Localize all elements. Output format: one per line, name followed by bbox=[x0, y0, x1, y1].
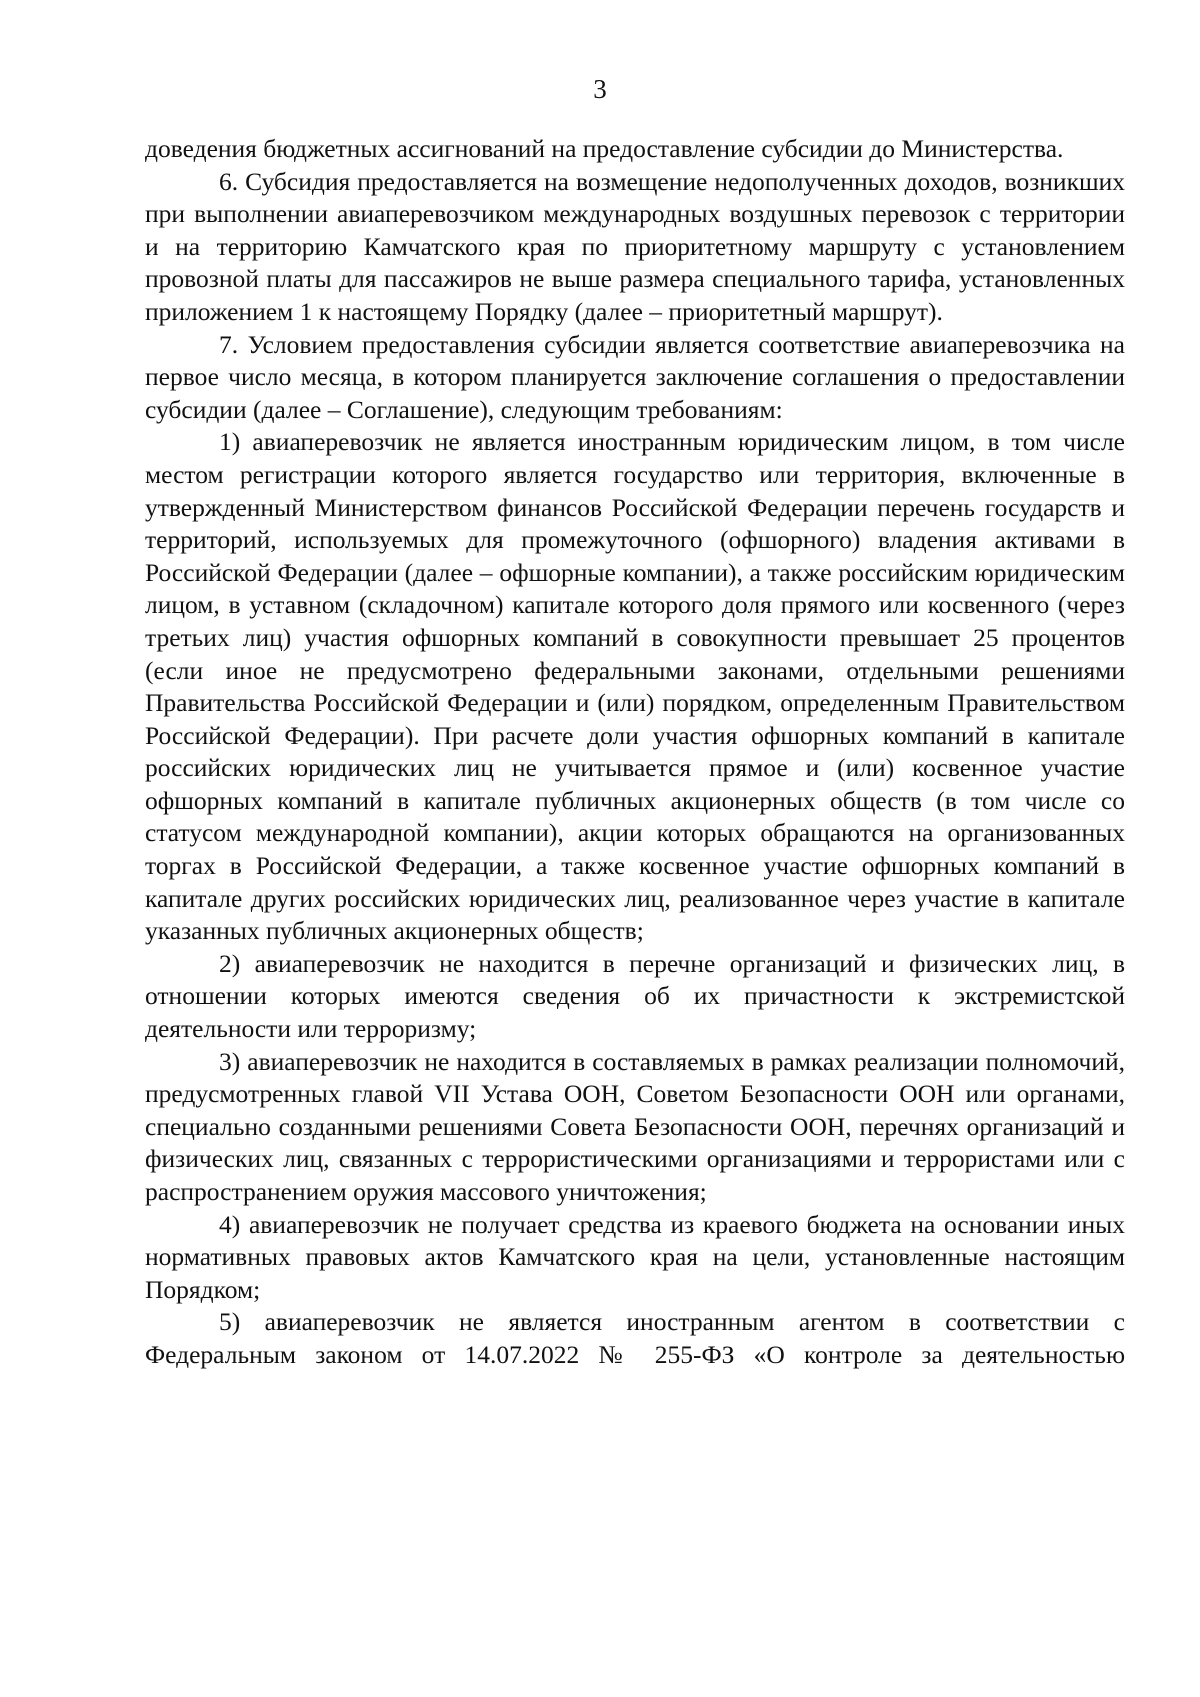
paragraph-requirement-4: 4) авиаперевозчик не получает средства из краевого бюджета на основании иных нормативных правовых актов Камчатского края на цели, установленные настоящим Порядком; bbox=[145, 1209, 1125, 1304]
document-body bbox=[145, 133, 1125, 1372]
paragraph-requirement-2: 2) авиаперевозчик не находится в перечне организаций и физических лиц, в отношении которых имеются сведения об их причастности к экстремистской деятельности или терроризму; bbox=[145, 948, 1125, 1044]
paragraph-continuation: доведения бюджетных ассигнований на предоставление субсидии до Министерства. bbox=[145, 134, 1064, 163]
paragraph-requirement-5: 5) авиаперевозчик не является иностранным агентом в соответствии с Федеральным законом от 14.07.2022 № 255-ФЗ «О контроле за деятельностью bbox=[145, 1307, 1125, 1369]
page-number: 3 bbox=[593, 74, 607, 104]
paragraph-item-6: 6. Субсидия предоставляется на возмещение недополученных доходов, возникших при выполнении авиаперевозчиком международных воздушных перевозок с территории и на территорию Камчатского края по приоритетному маршруту с установлением провозной платы для пассажиров не выше размера специального тарифа, установленных приложением 1 к настоящему Порядку (далее – приоритетный маршрут). bbox=[145, 166, 1125, 326]
paragraph-item-7: 7. Условием предоставления субсидии является соответствие авиаперевозчика на первое число месяца, в котором планируется заключение соглашения о предоставлении субсидии (далее – Соглашение), следующим требованиям: bbox=[145, 329, 1125, 424]
paragraph-requirement-3: 3) авиаперевозчик не находится в составляемых в рамках реализации полномочий, предусмотренных главой VII Устава ООН, Советом Безопасности ООН или органами, специально созданными решениями Совета Безопасности ООН, перечнях организаций и физических лиц, связанных с террористическими организациями и террористами или с распространением оружия массового уничтожения; bbox=[145, 1046, 1125, 1206]
paragraph-requirement-1: 1) авиаперевозчик не является иностранным юридическим лицом, в том числе местом регистрации которого является государство или территория, включенные в утвержденный Министерством финансов Российской Федерации перечень государств и территорий, используемых для промежуточного (офшорного) владения активами в Российской Федерации (далее – офшорные компании), а также российским юридическим лицом, в уставном (складочном) капитале которого доля прямого или косвенного (через третьих лиц) участия офшорных компаний в совокупности превышает 25 процентов (если иное не предусмотрено федеральными законами, отдельными решениями Правительства Российской Федерации и (или) порядком, определенным Правительством Российской Федерации). При расчете доли участия офшорных компаний в капитале российских юридических лиц не учитывается прямое и (или) косвенное участие офшорных компаний в капитале публичных акционерных обществ (в том числе со статусом международной компании), акции которых обращаются на организованных торгах в Российской Федерации, а также косвенное участие офшорных компаний в капитале других российских юридических лиц, реализованное через участие в капитале указанных публичных акционерных обществ; bbox=[145, 427, 1125, 946]
